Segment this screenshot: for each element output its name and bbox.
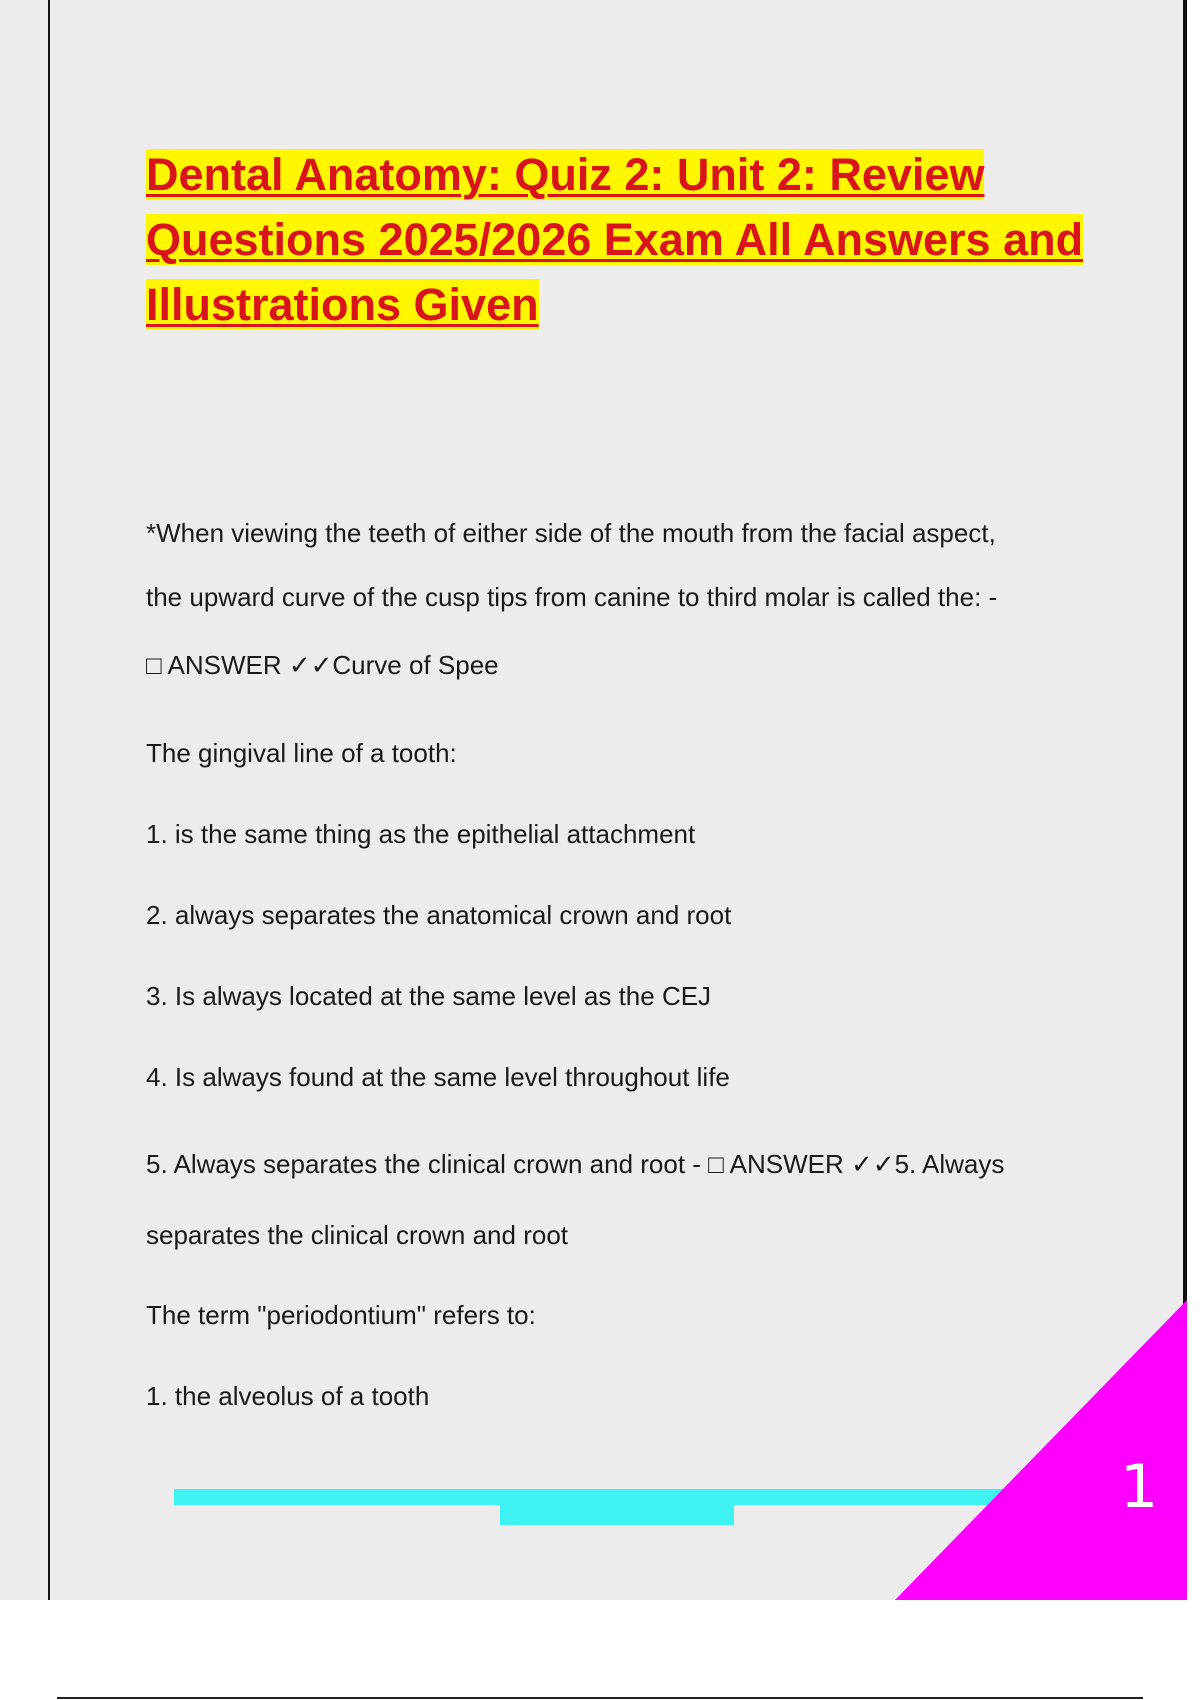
option-line: 3. Is always located at the same level as the CEJ [146,981,712,1011]
answer-line: 5. Always separates the clinical crown and root - □ ANSWER ✓✓5. Always [146,1149,1005,1179]
option-line: 1. the alveolus of a tooth [146,1381,430,1411]
option-line: 2. always separates the anatomical crown and root [146,900,732,930]
document-title-text: Dental Anatomy: Quiz 2: Unit 2: Review Questions 2025/2026 Exam All Answers and Illustrations Given [146,149,1084,330]
answer-line: □ ANSWER ✓✓Curve of Spee [146,650,499,680]
page-number: 1 [1120,1452,1159,1522]
body-line: *When viewing the teeth of either side of the mouth from the facial aspect, [146,518,996,548]
body-line: the upward curve of the cusp tips from canine to third molar is called the: - [146,582,998,612]
bottom-divider [57,1697,1143,1699]
answer-line: separates the clinical crown and root [146,1220,569,1250]
question-line: The gingival line of a tooth: [146,738,457,768]
option-line: 1. is the same thing as the epithelial attachment [146,819,696,849]
question-line: The term "periodontium" refers to: [146,1300,536,1330]
corner-triangle-shape [895,1300,1187,1600]
option-line: 4. Is always found at the same level throughout life [146,1062,730,1092]
